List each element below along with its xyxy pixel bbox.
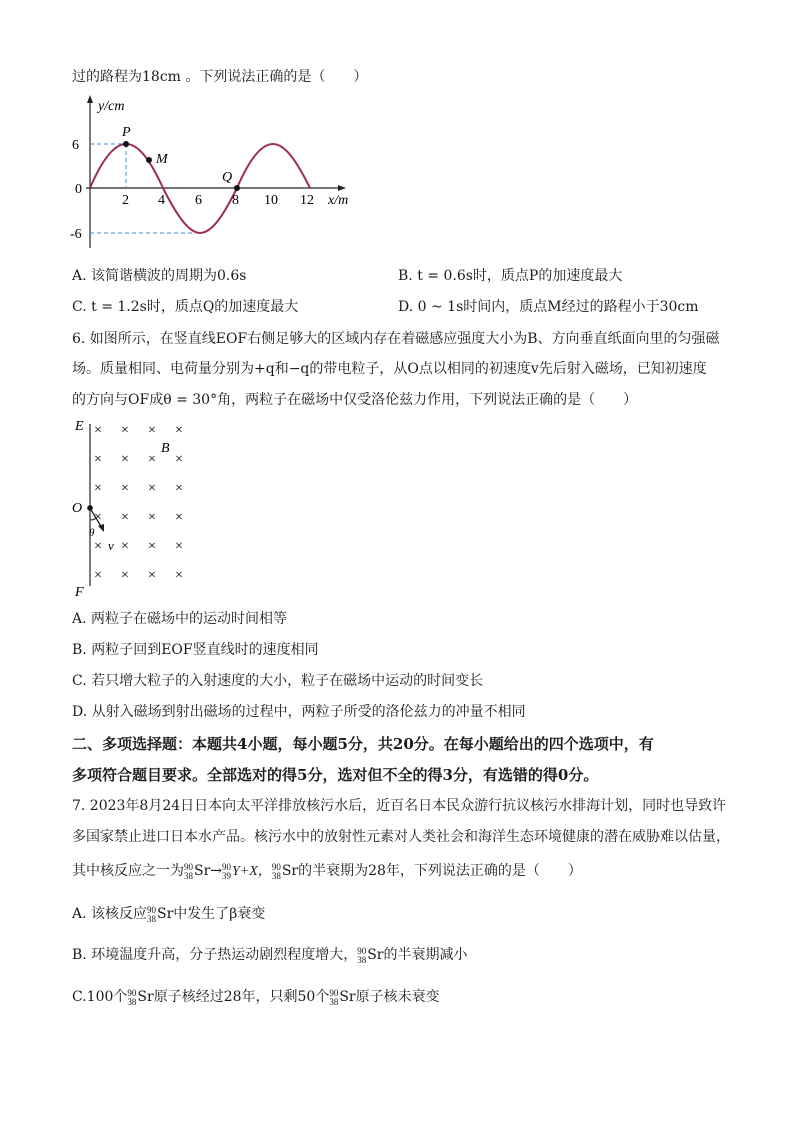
field-cross: × (121, 539, 129, 554)
field-cross: × (94, 423, 102, 438)
q6-stem-line2: 场。质量相同、电荷量分别为+q和−q的带电粒子，从O点以相同的初速度v先后射入磁场，已知初速度 (72, 361, 707, 377)
nuclide-sr: 90 38 (271, 861, 281, 881)
field-cross: × (148, 423, 156, 438)
q6-option-c: C. 若只增大粒子的入射速度的大小，粒子在磁场中运动的时间变长 (72, 673, 484, 689)
q6-option-d: D. 从射入磁场到射出磁场的过程中，两粒子所受的洛伦兹力的冲量不相同 (72, 704, 526, 720)
field-cross: × (121, 481, 129, 496)
field-cross: × (94, 568, 102, 583)
x-tick-12: 12 (300, 193, 314, 208)
magnetic-field-figure (70, 414, 210, 602)
q7-option-c: C.100个 90 38 Sr原子核经过28年，只剩50个 90 38 Sr原子核未衰变 (72, 987, 440, 1007)
nuclide-y: 90 39 (222, 861, 232, 881)
x-tick-4: 4 (158, 193, 165, 208)
q5-stem-tail: 过的路程为18cm 。下列说法正确的是（ ） (72, 69, 368, 85)
q6-stem-line1: 6. 如图所示，在竖直线EOF右侧足够大的区域内存在着磁感应强度大小为B、方向垂直纸面向里的匀强磁 (72, 331, 720, 347)
q7-stem-line2: 多国家禁止进口日本水产品。核污水中的放射性元素对人类社会和海洋生态环境健康的潜在威胁难以估量， (72, 829, 730, 845)
x-axis-label: x/m (328, 193, 349, 208)
field-cross: × (94, 452, 102, 467)
field-cross: × (121, 568, 129, 583)
q6-option-a: A. 两粒子在磁场中的运动时间相等 (72, 611, 288, 627)
q7-option-a: A. 该核反应 90 38 Sr中发生了β衰变 (72, 904, 266, 924)
q5-option-d: D. 0 ~ 1s时间内，质点M经过的路程小于30cm (398, 299, 699, 315)
nuclide-sr: 90 38 (329, 987, 339, 1007)
label-theta: θ (89, 527, 95, 539)
wave-graph (60, 92, 360, 252)
q7-stem-line3: 其中核反应之一为 90 38 Sr→ 90 39 Y+X， 90 38 Sr的半衰期为28年，下列说法正确的是（ ） (72, 861, 582, 881)
label-m: M (156, 152, 168, 167)
label-v: v (108, 538, 114, 553)
field-cross: × (175, 423, 183, 438)
nuclide-sr: 90 38 (184, 861, 193, 881)
x-tick-10: 10 (264, 193, 278, 208)
x-tick-2: 2 (122, 193, 129, 208)
q5-option-c: C. t = 1.2s时，质点Q的加速度最大 (72, 299, 299, 315)
field-cross: × (94, 510, 102, 525)
velocity-arrowhead (98, 524, 104, 532)
field-cross: × (175, 510, 183, 525)
label-p: P (122, 125, 131, 140)
y-axis-label: y/cm (98, 99, 125, 114)
q5-option-a: A. 该简谐横波的周期为0.6s (72, 268, 247, 284)
nuclide-sr: 90 38 (147, 904, 157, 924)
nuclide-sr: 90 38 (127, 987, 137, 1007)
nuclide-sr: 90 38 (357, 945, 367, 965)
label-e: E (75, 419, 84, 434)
field-cross: × (94, 481, 102, 496)
label-b: B (161, 441, 170, 456)
field-cross: × (94, 539, 102, 554)
q6-option-b: B. 两粒子回到EOF竖直线时的速度相同 (72, 642, 319, 658)
q5-option-b: B. t = 0.6s时，质点P的加速度最大 (398, 268, 623, 284)
field-cross: × (148, 539, 156, 554)
x-tick-6: 6 (195, 193, 202, 208)
section2-heading-line1: 二、多项选择题：本题共4小题，每小题5分，共20分。在每小题给出的四个选项中，有 (72, 735, 654, 753)
field-cross: × (121, 510, 129, 525)
x-tick-8: 8 (232, 193, 239, 208)
point-q-dot (234, 185, 240, 191)
field-cross: × (121, 423, 129, 438)
y-axis-arrow (87, 95, 93, 103)
field-cross: × (175, 539, 183, 554)
field-cross: × (148, 510, 156, 525)
field-cross: × (121, 452, 129, 467)
y-tick-neg6: -6 (70, 227, 82, 242)
q6-stem-line3: 的方向与OF成θ = 30°角，两粒子在磁场中仅受洛伦兹力作用，下列说法正确的是（ ） (72, 392, 638, 408)
field-cross: × (148, 452, 156, 467)
field-cross: × (175, 481, 183, 496)
q7-stem-line1: 7. 2023年8月24日日本向太平洋排放核污水后，近百名日本民众游行抗议核污水排海计划，同时也导致许 (72, 798, 727, 814)
y-tick-6: 6 (72, 138, 79, 153)
field-cross: × (175, 568, 183, 583)
section2-heading-line2: 多项符合题目要求。全部选对的得5分，选对但不全的得3分，有选错的得0分。 (72, 766, 599, 784)
label-f: F (75, 585, 84, 600)
x-axis-arrow (338, 185, 346, 191)
label-o: O (72, 501, 83, 516)
field-cross: × (148, 481, 156, 496)
label-q: Q (222, 170, 233, 185)
field-cross: × (175, 452, 183, 467)
q7-option-b: B. 环境温度升高，分子热运动剧烈程度增大， 90 38 Sr的半衰期减小 (72, 945, 468, 965)
y-tick-0: 0 (75, 182, 82, 197)
field-cross: × (148, 568, 156, 583)
point-p-dot (123, 141, 129, 147)
point-m-dot (146, 157, 152, 163)
